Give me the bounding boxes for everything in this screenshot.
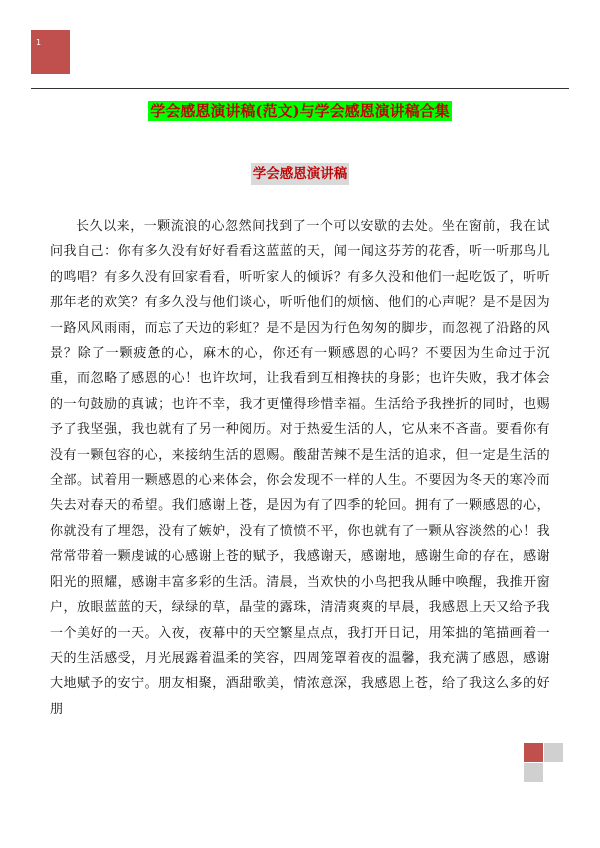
document-title <box>0 100 600 121</box>
page-number-badge <box>31 30 70 74</box>
corner-decoration <box>524 743 564 783</box>
page-number: 1 <box>36 38 42 47</box>
corner-square-gray <box>524 763 543 782</box>
header-divider <box>31 88 569 89</box>
document-title-text: 学会感恩演讲稿(范文)与学会感恩演讲稿合集 <box>150 102 450 120</box>
section-title <box>0 162 600 182</box>
corner-square-gray <box>544 743 563 762</box>
body-paragraph: 长久以来，一颗流浪的心忽然间找到了一个可以安歇的去处。坐在窗前，我在试问我自己：你有多久没有好好看看这蓝蓝的天，闻一闻这芬芳的花香，听一听那鸟儿的鸣唱？有多久没有回家看看，听听家人的倾诉？有多久没和他们一起吃饭了，听听那年老的欢笑？有多久没与他们谈心，听听他们的烦恼、他们的心声呢？是不是因为一路风风雨雨，而忘了天边的彩虹？是不是因为行色匆匆的脚步，而忽视了沿路的风景？除了一颗疲惫的心，麻木的心，你还有一颗感恩的心吗？不要因为生命过于沉重，而忽略了感恩的心！也许坎坷，让我看到互相搀扶的身影；也许失败，我才体会的一句鼓励的真诚；也许不幸，我才更懂得珍惜幸福。生活给予我挫折的同时，也赐予了我坚强，我也就有了另一种阅历。对于热爱生活的人，它从来不吝啬。要看你有没有一颗包容的心，来接纳生活的恩赐。酸甜苦辣不是生活的追求，但一定是生活的全部。试着用一颗感恩的心来体会，你会发现不一样的人生。不要因为冬天的寒冷而失去对春天的希望。我们感谢上苍，是因为有了四季的轮回。拥有了一颗感恩的心，你就没有了埋怨，没有了嫉妒，没有了愤愤不平，你也就有了一颗从容淡然的心！我常常带着一颗虔诚的心感谢上苍的赋予，我感谢天，感谢地，感谢生命的存在，感谢阳光的照耀，感谢丰富多彩的生活。清晨，当欢快的小鸟把我从睡中唤醒，我推开窗户，放眼蓝蓝的天，绿绿的草，晶莹的露珠，清清爽爽的早晨，我感恩上天又给予我一个美好的一天。入夜，夜幕中的天空繁星点点，我打开日记，用笨拙的笔描画着一天的生活感受，月光展露着温柔的笑容，四周笼罩着夜的温馨，我充满了感恩，感谢大地赋予的安宁。朋友相聚，酒甜歌美，情浓意深，我感恩上苍，给了我这么多的好朋 <box>50 219 550 717</box>
corner-square-red <box>524 743 543 762</box>
section-title-text: 学会感恩演讲稿 <box>251 163 350 185</box>
